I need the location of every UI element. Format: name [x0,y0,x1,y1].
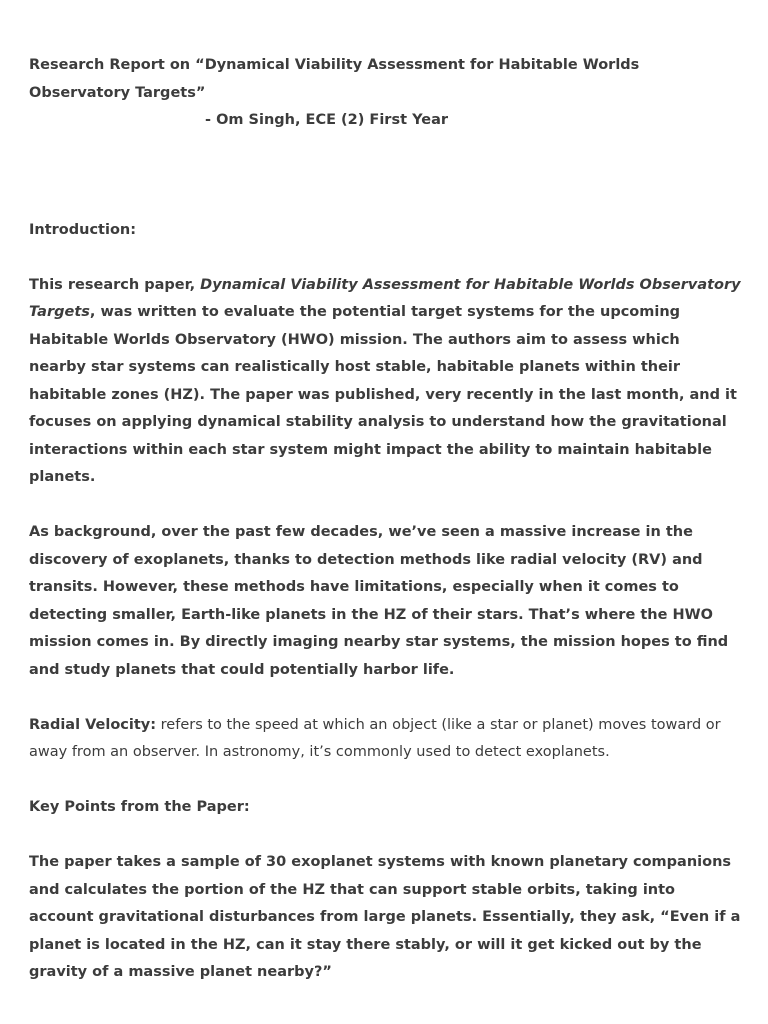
intro-lead: This research paper, [29,276,201,293]
spacer [29,135,741,217]
spacer [29,244,741,272]
spacer [29,684,741,712]
paper-title-italic: Dynamical Viability Assessment for Habitable Worlds Observatory Targets [29,276,741,320]
key-points-paragraph: The paper takes a sample of 30 exoplanet systems with known planetary companions and calculates the portion of the HZ that can support stable orbits, taking into account gravitational disturbances from large planets. Essentially, they ask, “Even if a planet is located in the HZ, can it stay there stably, or will it get kicked out by the gravity of a massive planet nearby?” [29,854,741,980]
document-page [29,52,741,987]
spacer [29,822,741,850]
key-points-heading: Key Points from the Paper: [29,799,250,815]
definition-term: Radial Velocity: [29,716,157,733]
spacer [29,767,741,795]
spacer [29,492,741,520]
definition-paragraph [29,712,741,767]
document-title: Research Report on “Dynamical Viability Assessment for Habitable Worlds Observatory Targets” [29,57,640,101]
author-line: - Om Singh, ECE (2) First Year [205,112,449,128]
introduction-heading: Introduction: [29,221,137,238]
background-paragraph: As background, over the past few decades, we’ve seen a massive increase in the discovery of exoplanets, thanks to detection methods like radial velocity (RV) and transits. However, these methods have limitations, especially when it comes to detecting smaller, Earth-like planets in the HZ of their stars. That’s where the HWO mission comes in. By directly imaging nearby star systems, the mission hopes to find and study planets that could potentially harbor life. [29,524,729,678]
intro-paragraph [29,272,741,492]
definition-text: refers to the speed at which an object (like a star or planet) moves toward or away from an observer. In astronomy, it’s commonly used to detect exoplanets. [29,716,721,760]
intro-rest: , was written to evaluate the potential target systems for the upcoming Habitable Worlds Observatory (HWO) mission. The authors aim to assess which nearby star systems can realistically host stable, habitable planets within their habitable zones (HZ). The paper was published, very recently in the last month, and it focuses on applying dynamical stability analysis to understand how the gravitational interactions within each star system might impact the ability to maintain habitable planets. [29,304,737,485]
